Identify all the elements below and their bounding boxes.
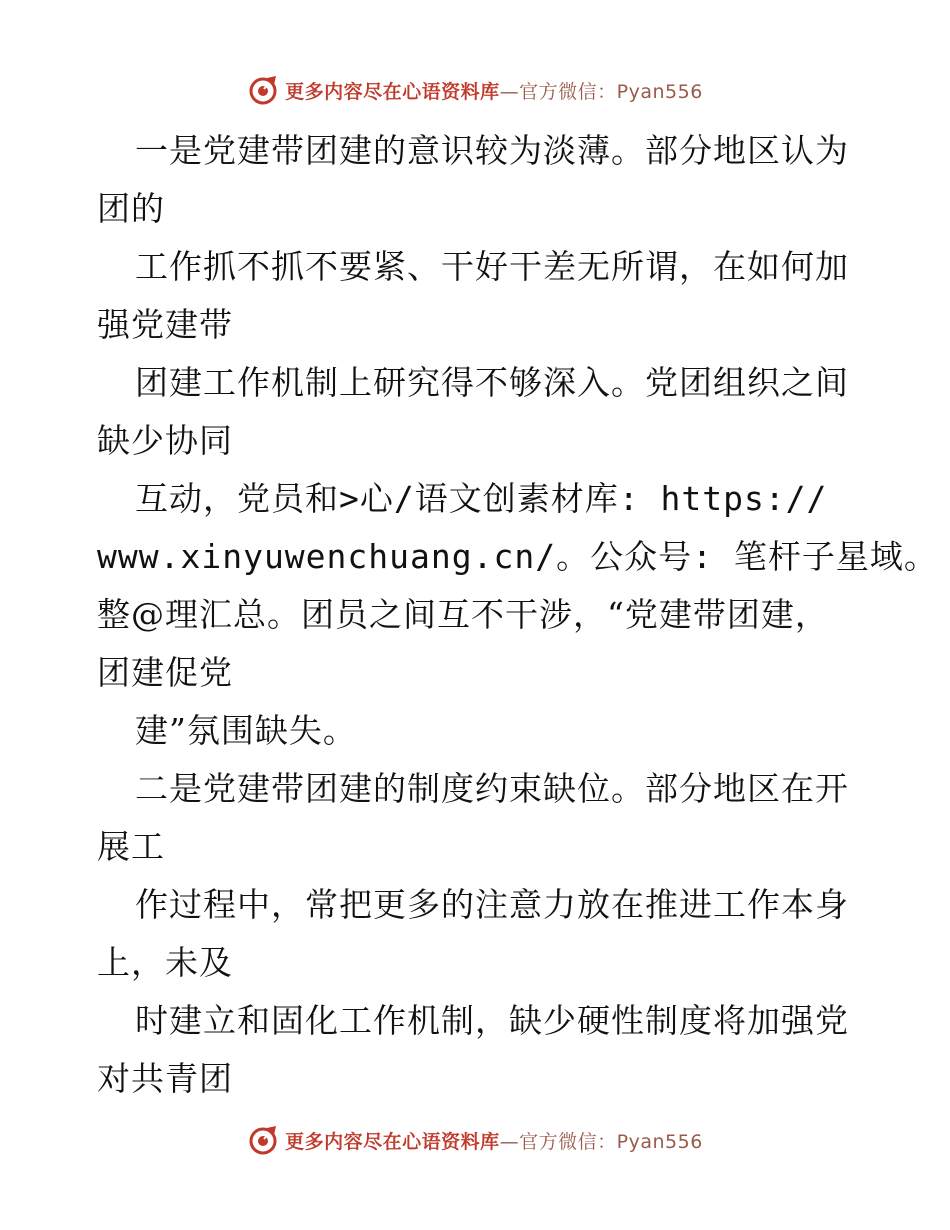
text-line: 团建促党 [97, 653, 233, 692]
document-body [97, 122, 938, 1108]
text-line: 上，未及 [97, 943, 233, 982]
text-line: 展工 [97, 827, 165, 866]
text-line: 团建工作机制上研究得不够深入。党团组织之间 [135, 363, 849, 402]
text-line: 二是党建带团建的制度约束缺位。部分地区在开 [135, 769, 849, 808]
footer-banner [0, 1120, 950, 1160]
banner-wechat: 官方微信：Pyan556 [519, 80, 703, 103]
header-banner [0, 70, 950, 110]
banner-title: 更多内容尽在心语资料库 [285, 1130, 500, 1153]
banner-text [285, 1127, 703, 1154]
text-line: 强党建带 [97, 305, 233, 344]
banner-text [285, 77, 703, 104]
banner-title: 更多内容尽在心语资料库 [285, 80, 500, 103]
banner-separator: — [499, 1130, 520, 1153]
text-line: 时建立和固化工作机制，缺少硬性制度将加强党 [135, 1001, 849, 1040]
text-line: 整@理汇总。团员之间互不干涉，“党建带团建， [97, 595, 829, 634]
text-line: 缺少协同 [97, 421, 233, 460]
text-line: 互动，党员和>心/语文创素材库: https:// [135, 479, 828, 518]
text-line: 一是党建带团建的意识较为淡薄。部分地区认为 [135, 131, 849, 170]
banner-separator: — [499, 80, 520, 103]
text-line: 工作抓不抓不要紧、干好干差无所谓，在如何加 [135, 247, 849, 286]
text-line: www.xinyuwenchuang.cn/。公众号: 笔杆子星域。 [97, 537, 938, 576]
text-line: 作过程中，常把更多的注意力放在推进工作本身 [135, 885, 849, 924]
banner-wechat: 官方微信：Pyan556 [519, 1130, 703, 1153]
text-line: 建”氛围缺失。 [135, 711, 357, 750]
text-line: 对共青团 [97, 1059, 233, 1098]
pen-logo-icon [247, 74, 279, 106]
text-line: 团的 [97, 189, 165, 228]
pen-logo-icon [247, 1124, 279, 1156]
